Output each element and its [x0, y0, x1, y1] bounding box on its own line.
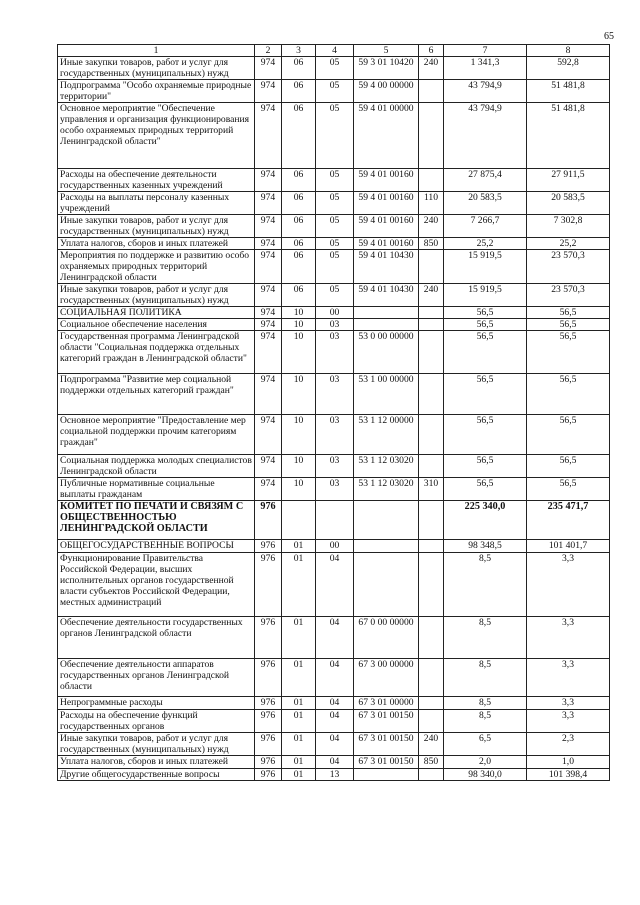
row-admin-code: 974	[255, 169, 282, 192]
table-row	[58, 617, 610, 659]
table-row	[58, 769, 610, 781]
table-row	[58, 733, 610, 756]
row-expense-type: 240	[419, 733, 444, 756]
row-section: 01	[282, 540, 316, 553]
column-header: 3	[282, 45, 316, 57]
row-subsection: 04	[316, 659, 354, 697]
row-section: 01	[282, 756, 316, 769]
row-expense-type: 240	[419, 284, 444, 307]
row-admin-code: 976	[255, 540, 282, 553]
row-sum-first: 27 875,4	[444, 169, 527, 192]
row-subsection: 05	[316, 284, 354, 307]
row-target-code: 59 4 01 00000	[354, 103, 419, 169]
row-admin-code: 974	[255, 215, 282, 238]
row-sum-first: 25,2	[444, 238, 527, 250]
row-subsection: 04	[316, 710, 354, 733]
row-section: 10	[282, 478, 316, 501]
row-section: 10	[282, 415, 316, 455]
row-sum-second: 56,5	[527, 331, 610, 374]
table-row	[58, 215, 610, 238]
row-sum-second: 3,3	[527, 697, 610, 710]
row-target-code	[354, 553, 419, 617]
row-subsection: 03	[316, 331, 354, 374]
row-expense-type	[419, 250, 444, 284]
budget-table	[57, 44, 610, 781]
row-expense-type	[419, 80, 444, 103]
row-admin-code: 976	[255, 659, 282, 697]
row-section: 01	[282, 553, 316, 617]
row-subsection: 03	[316, 319, 354, 331]
row-name: Уплата налогов, сборов и иных платежей	[58, 238, 255, 250]
row-target-code	[354, 540, 419, 553]
row-section: 06	[282, 80, 316, 103]
row-expense-type	[419, 769, 444, 781]
table-row	[58, 710, 610, 733]
row-target-code: 59 4 00 00000	[354, 80, 419, 103]
row-name: Иные закупки товаров, работ и услуг для государственных (муниципальных) нужд	[58, 733, 255, 756]
row-sum-first: 56,5	[444, 374, 527, 415]
row-name: Другие общегосударственные вопросы	[58, 769, 255, 781]
row-sum-second: 27 911,5	[527, 169, 610, 192]
row-name: Обеспечение деятельности государственных органов Ленинградской области	[58, 617, 255, 659]
table-row	[58, 192, 610, 215]
row-sum-second: 235 471,7	[527, 501, 610, 540]
row-name: Непрограммные расходы	[58, 697, 255, 710]
column-header: 5	[354, 45, 419, 57]
row-subsection: 03	[316, 415, 354, 455]
row-sum-first: 8,5	[444, 617, 527, 659]
row-sum-first: 56,5	[444, 307, 527, 319]
row-sum-second: 56,5	[527, 478, 610, 501]
row-admin-code: 976	[255, 710, 282, 733]
row-name: Иные закупки товаров, работ и услуг для государственных (муниципальных) нужд	[58, 215, 255, 238]
row-name: СОЦИАЛЬНАЯ ПОЛИТИКА	[58, 307, 255, 319]
row-target-code: 59 4 01 10430	[354, 250, 419, 284]
row-target-code: 67 3 01 00150	[354, 733, 419, 756]
row-target-code: 67 3 00 00000	[354, 659, 419, 697]
table-row	[58, 478, 610, 501]
row-section: 10	[282, 319, 316, 331]
row-sum-first: 6,5	[444, 733, 527, 756]
table-row	[58, 553, 610, 617]
row-expense-type	[419, 540, 444, 553]
row-sum-second: 3,3	[527, 553, 610, 617]
row-section: 06	[282, 169, 316, 192]
row-section: 06	[282, 250, 316, 284]
row-section: 06	[282, 238, 316, 250]
table-row	[58, 501, 610, 540]
table-row	[58, 697, 610, 710]
table-row	[58, 284, 610, 307]
row-target-code: 53 1 12 00000	[354, 415, 419, 455]
row-subsection: 05	[316, 250, 354, 284]
table-row	[58, 80, 610, 103]
row-target-code: 53 1 00 00000	[354, 374, 419, 415]
row-sum-second: 3,3	[527, 710, 610, 733]
row-expense-type	[419, 455, 444, 478]
row-admin-code: 976	[255, 501, 282, 540]
row-sum-second: 2,3	[527, 733, 610, 756]
row-sum-second: 56,5	[527, 307, 610, 319]
row-sum-second: 23 570,3	[527, 284, 610, 307]
row-sum-second: 56,5	[527, 455, 610, 478]
row-target-code: 67 3 01 00000	[354, 697, 419, 710]
row-target-code: 67 3 01 00150	[354, 710, 419, 733]
row-sum-first: 43 794,9	[444, 80, 527, 103]
row-expense-type	[419, 374, 444, 415]
row-target-code: 53 1 12 03020	[354, 478, 419, 501]
row-sum-second: 20 583,5	[527, 192, 610, 215]
row-sum-second: 101 401,7	[527, 540, 610, 553]
row-expense-type	[419, 617, 444, 659]
row-sum-first: 7 266,7	[444, 215, 527, 238]
row-expense-type	[419, 415, 444, 455]
table-row	[58, 756, 610, 769]
row-expense-type	[419, 553, 444, 617]
row-admin-code: 974	[255, 80, 282, 103]
row-subsection: 04	[316, 553, 354, 617]
row-admin-code: 974	[255, 415, 282, 455]
row-section: 10	[282, 307, 316, 319]
row-admin-code: 974	[255, 238, 282, 250]
row-admin-code: 974	[255, 57, 282, 80]
row-admin-code: 974	[255, 455, 282, 478]
row-name: КОМИТЕТ ПО ПЕЧАТИ И СВЯЗЯМ С ОБЩЕСТВЕННОСТЬЮ ЛЕНИНГРАДСКОЙ ОБЛАСТИ	[58, 501, 255, 540]
row-target-code: 59 4 01 00160	[354, 192, 419, 215]
table-row	[58, 57, 610, 80]
row-sum-second: 51 481,8	[527, 80, 610, 103]
table-row	[58, 250, 610, 284]
row-sum-first: 98 340,0	[444, 769, 527, 781]
column-header: 1	[58, 45, 255, 57]
row-admin-code: 974	[255, 250, 282, 284]
table-row	[58, 455, 610, 478]
row-target-code: 67 3 01 00150	[354, 756, 419, 769]
row-sum-second: 25,2	[527, 238, 610, 250]
row-name: Иные закупки товаров, работ и услуг для государственных (муниципальных) нужд	[58, 57, 255, 80]
row-target-code: 59 4 01 00160	[354, 169, 419, 192]
row-name: Расходы на обеспечение деятельности государственных казенных учреждений	[58, 169, 255, 192]
row-sum-first: 56,5	[444, 331, 527, 374]
row-target-code	[354, 307, 419, 319]
row-subsection: 00	[316, 540, 354, 553]
row-subsection: 05	[316, 238, 354, 250]
row-target-code: 59 4 01 10430	[354, 284, 419, 307]
row-admin-code: 976	[255, 697, 282, 710]
row-expense-type	[419, 307, 444, 319]
row-subsection: 05	[316, 80, 354, 103]
page-number: 65	[604, 31, 614, 42]
table-row	[58, 238, 610, 250]
row-section: 06	[282, 57, 316, 80]
table-row	[58, 415, 610, 455]
row-section	[282, 501, 316, 540]
table-row	[58, 169, 610, 192]
row-sum-first: 15 919,5	[444, 284, 527, 307]
row-target-code	[354, 769, 419, 781]
row-admin-code: 974	[255, 331, 282, 374]
row-admin-code: 976	[255, 733, 282, 756]
row-sum-second: 56,5	[527, 415, 610, 455]
row-sum-first: 8,5	[444, 659, 527, 697]
row-section: 01	[282, 697, 316, 710]
row-expense-type	[419, 319, 444, 331]
row-expense-type: 310	[419, 478, 444, 501]
table-row	[58, 374, 610, 415]
row-expense-type	[419, 169, 444, 192]
row-target-code	[354, 501, 419, 540]
row-sum-first: 20 583,5	[444, 192, 527, 215]
row-subsection: 03	[316, 374, 354, 415]
row-sum-first: 8,5	[444, 553, 527, 617]
row-target-code: 59 3 01 10420	[354, 57, 419, 80]
row-name: Основное мероприятие "Предоставление мер социальной поддержки прочим категориям граждан"	[58, 415, 255, 455]
column-header: 4	[316, 45, 354, 57]
row-expense-type	[419, 501, 444, 540]
row-sum-second: 56,5	[527, 374, 610, 415]
row-name: Подпрограмма "Развитие мер социальной поддержки отдельных категорий граждан"	[58, 374, 255, 415]
column-header: 6	[419, 45, 444, 57]
row-section: 06	[282, 103, 316, 169]
row-target-code: 59 4 01 00160	[354, 215, 419, 238]
row-section: 01	[282, 710, 316, 733]
row-target-code: 67 0 00 00000	[354, 617, 419, 659]
row-subsection: 05	[316, 103, 354, 169]
row-section: 06	[282, 192, 316, 215]
row-expense-type: 240	[419, 215, 444, 238]
row-subsection: 03	[316, 455, 354, 478]
row-section: 10	[282, 455, 316, 478]
row-sum-first: 1 341,3	[444, 57, 527, 80]
row-subsection: 04	[316, 733, 354, 756]
table-row	[58, 331, 610, 374]
row-name: Социальная поддержка молодых специалистов Ленинградской области	[58, 455, 255, 478]
column-header: 7	[444, 45, 527, 57]
row-sum-first: 98 348,5	[444, 540, 527, 553]
row-name: Обеспечение деятельности аппаратов государственных органов Ленинградской области	[58, 659, 255, 697]
row-subsection: 04	[316, 756, 354, 769]
row-expense-type: 850	[419, 238, 444, 250]
row-admin-code: 974	[255, 192, 282, 215]
table-row	[58, 319, 610, 331]
row-section: 10	[282, 374, 316, 415]
row-subsection: 05	[316, 215, 354, 238]
row-sum-second: 3,3	[527, 659, 610, 697]
row-target-code: 53 0 00 00000	[354, 331, 419, 374]
table-header-row	[58, 45, 610, 57]
row-name: ОБЩЕГОСУДАРСТВЕННЫЕ ВОПРОСЫ	[58, 540, 255, 553]
row-name: Публичные нормативные социальные выплаты гражданам	[58, 478, 255, 501]
row-target-code	[354, 319, 419, 331]
row-subsection: 04	[316, 617, 354, 659]
row-sum-first: 56,5	[444, 319, 527, 331]
row-subsection: 05	[316, 192, 354, 215]
row-sum-first: 2,0	[444, 756, 527, 769]
row-expense-type: 110	[419, 192, 444, 215]
row-admin-code: 974	[255, 374, 282, 415]
row-sum-second: 51 481,8	[527, 103, 610, 169]
row-name: Социальное обеспечение населения	[58, 319, 255, 331]
row-sum-second: 101 398,4	[527, 769, 610, 781]
row-name: Уплата налогов, сборов и иных платежей	[58, 756, 255, 769]
row-subsection: 03	[316, 478, 354, 501]
row-admin-code: 976	[255, 769, 282, 781]
row-subsection	[316, 501, 354, 540]
table-row	[58, 103, 610, 169]
row-sum-first: 15 919,5	[444, 250, 527, 284]
row-sum-second: 23 570,3	[527, 250, 610, 284]
row-admin-code: 974	[255, 319, 282, 331]
row-subsection: 13	[316, 769, 354, 781]
row-admin-code: 976	[255, 756, 282, 769]
row-sum-first: 43 794,9	[444, 103, 527, 169]
row-sum-first: 56,5	[444, 415, 527, 455]
row-name: Расходы на обеспечение функций государственных органов	[58, 710, 255, 733]
row-expense-type	[419, 697, 444, 710]
row-name: Расходы на выплаты персоналу казенных учреждений	[58, 192, 255, 215]
table-row	[58, 659, 610, 697]
row-section: 06	[282, 215, 316, 238]
row-expense-type	[419, 103, 444, 169]
row-expense-type: 850	[419, 756, 444, 769]
row-admin-code: 974	[255, 103, 282, 169]
row-name: Государственная программа Ленинградской области "Социальная поддержка отдельных категорий граждан в Ленинградской области"	[58, 331, 255, 374]
row-expense-type: 240	[419, 57, 444, 80]
row-sum-first: 225 340,0	[444, 501, 527, 540]
row-admin-code: 976	[255, 553, 282, 617]
table-row	[58, 540, 610, 553]
row-section: 10	[282, 331, 316, 374]
row-section: 01	[282, 659, 316, 697]
row-admin-code: 974	[255, 307, 282, 319]
row-sum-first: 56,5	[444, 455, 527, 478]
row-expense-type	[419, 710, 444, 733]
table-row	[58, 307, 610, 319]
row-name: Мероприятия по поддержке и развитию особо охраняемых природных территорий Ленинградской области	[58, 250, 255, 284]
row-expense-type	[419, 659, 444, 697]
row-subsection: 05	[316, 169, 354, 192]
column-header: 8	[527, 45, 610, 57]
row-name: Функционирование Правительства Российской Федерации, высших исполнительных органов государственной власти субъектов Российской Федерации, местных администраций	[58, 553, 255, 617]
row-admin-code: 976	[255, 617, 282, 659]
row-section: 01	[282, 733, 316, 756]
row-target-code: 53 1 12 03020	[354, 455, 419, 478]
row-name: Иные закупки товаров, работ и услуг для государственных (муниципальных) нужд	[58, 284, 255, 307]
row-sum-second: 7 302,8	[527, 215, 610, 238]
row-target-code: 59 4 01 00160	[354, 238, 419, 250]
row-subsection: 05	[316, 57, 354, 80]
row-sum-first: 56,5	[444, 478, 527, 501]
row-subsection: 00	[316, 307, 354, 319]
row-sum-second: 56,5	[527, 319, 610, 331]
row-section: 01	[282, 617, 316, 659]
row-sum-first: 8,5	[444, 710, 527, 733]
row-sum-second: 1,0	[527, 756, 610, 769]
row-subsection: 04	[316, 697, 354, 710]
row-sum-second: 3,3	[527, 617, 610, 659]
row-expense-type	[419, 331, 444, 374]
row-sum-first: 8,5	[444, 697, 527, 710]
row-sum-second: 592,8	[527, 57, 610, 80]
row-admin-code: 974	[255, 478, 282, 501]
row-section: 06	[282, 284, 316, 307]
row-admin-code: 974	[255, 284, 282, 307]
column-header: 2	[255, 45, 282, 57]
row-name: Основное мероприятие "Обеспечение управления и организация функционирования особо охраняемых природных территорий Ленинградской области"	[58, 103, 255, 169]
row-section: 01	[282, 769, 316, 781]
row-name: Подпрограмма "Особо охраняемые природные территории"	[58, 80, 255, 103]
